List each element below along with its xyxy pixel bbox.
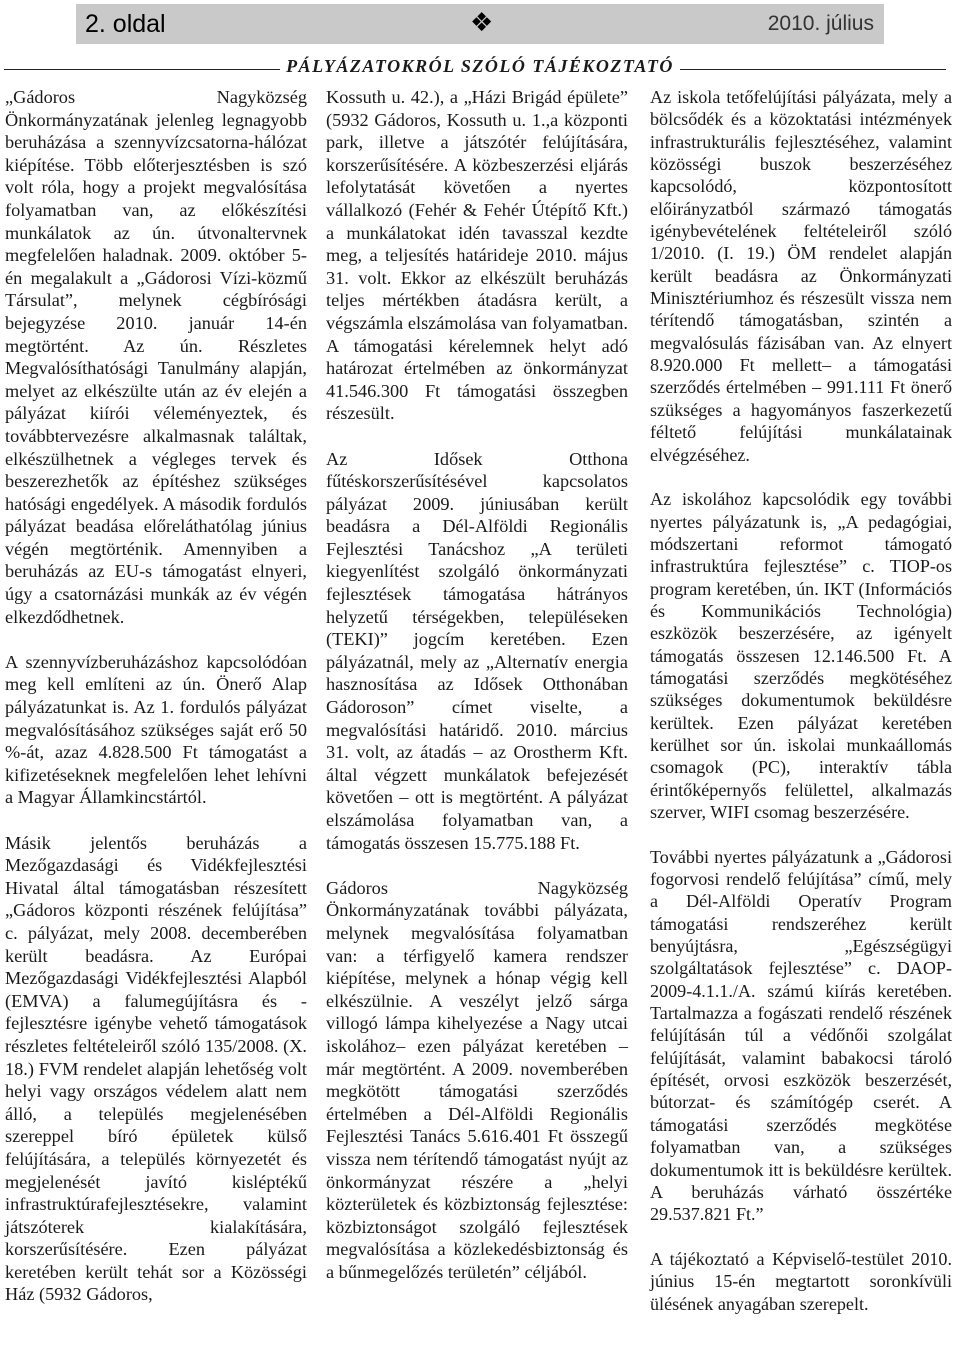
paragraph: „Gádoros Nagyközség Önkormányzatának jelenleg legnagyobb beruházása a szennyvízcsatorna-hálózat kiépítése. Több előterjesztésben is szó volt róla, hogy a projekt megvalósítása folyamatban van, az előkészítési munkálatok az ún. útvonaltervnek megfelelően haladnak. 2009. október 5-én megalakult a „Gádorosi Vízi-közmű Társulat”, melynek cégbírósági bejegyzése 2010. január 14-én megtörtént. Az ún. Részletes Megvalósíthatósági Tanulmány alapján, melyet az elkészülte után az év elején a pályázat kiírói véleményeztek, és továbbtervezésre alkalmasnak találtak, elkészülhetnek a végleges tervek és beszerezhetők az építéshez szükséges hatósági engedélyek. A második fordulós pályázat beadása előreláthatólag június végén megtörténik. Amennyiben a beruházás az EU-s támogatást elnyeri, úgy a csatornázási munkák az év végén elkezdődhetnek. xyxy=(5,87,307,627)
section-title xyxy=(0,56,960,77)
paragraph: Az iskola tetőfelújítási pályázata, mely a bölcsődék és a közoktatási intézmények infrastrukturális fejlesztéséhez, valamint közösségi buszok beszerzéséhez kapcsolódó, központosított előirányzatból származó támogatás igénybevételének feltételeiről szóló 1/2010. (I. 19.) ÖM rendelet alapján került beadásra az Önkormányzati Minisztériumhoz és részesült vissza nem térítendő támogatásban, szintén a megvalósulás fázisában van. Az elnyert 8.920.000 Ft mellett– a támogatási szerződés értelmében – 991.111 Ft önerő szükséges a hagyományos faszerkezetű féltető felújítási munkálatainak elvégzéséhez. xyxy=(650,87,952,465)
page-header xyxy=(76,4,884,44)
section-title-text: PÁLYÁZATOKRÓL SZÓLÓ TÁJÉKOZTATÓ xyxy=(280,56,680,76)
paragraph: Másik jelentős beruházás a Mezőgazdasági és Vidékfejlesztési Hivatal által támogatásban részesített „Gádoros központi részének felújítása” c. pályázat, mely 2008. decemberében került beadásra. Az Európai Mezőgazdasági Vidékfejlesztési Alapból (EMVA) a falumegújításra és -fejlesztésre igénybe vehető támogatások részletes feltételeiről szóló 135/2008. (X. 18.) FVM rendelet alapján lehetőség volt helyi vagy országos védelem alatt nem álló, a település megjelenésében szereppel bíró épületek külső felújítására, a település környezetét és megjelenését javító kisléptékű infrastruktúrafejlesztésekre, valamint játszóterek kialakítására, korszerűsítésére. Ezen pályázat keretében került tehát sor a Közösségi Ház (5932 Gádoros, xyxy=(5,832,307,1305)
paragraph: Gádoros Nagyközség Önkormányzatának további pályázata, melynek megvalósítása folyamatban van: a térfigyelő kamera rendszer kiépítése, melynek a hónap végig kell elkészülnie. A veszélyt jelző sárga villogó lámpa kihelyezése a Nagy utcai iskolához– ezen pályázat keretében – már megtörtént. A 2009. novemberében megkötött támogatási szerződés értelmében a Dél-Alföldi Regionális Fejlesztési Tanács 5.616.401 Ft összegű vissza nem térítendő támogatást nyújt az önkormányzat részére a „helyi közterületek és közbiztonság fejlesztése: közbiztonságot szolgáló fejlesztések megvalósítása a közlekedésbiztonság és a bűnmegelőzés területén” céljából. xyxy=(326,877,628,1282)
article-column-1 xyxy=(5,86,307,1306)
issue-date: 2010. július xyxy=(767,12,874,35)
paragraph: Az iskolához kapcsolódik egy további nyertes pályázatunk is, „A pedagógiai, módszertani reformot támogató infrastruktúra fejlesztése” c. TIOP-os program keretében, ún. IKT (Információs és Kommunikációs Technológia) eszközök beszerzésére, az igényelt támogatás összesen 12.146.500 Ft. A támogatási szerződés megkötéséhez szükséges dokumentumok beküldésre kerültek. Ezen pályázat keretében kerülhet sor ún. iskolai munkaállomás csomagok (PC), interaktív tábla érintőképernyős felülettel, alkalmazás szerver, WIFI csomag beszerzésére. xyxy=(650,489,952,822)
paragraph: Az Idősek Otthona fűtéskorszerűsítésével kapcsolatos pályázat 2009. júniusában került beadásra a Dél-Alföldi Regionális Fejlesztési Tanácshoz „A területi kiegyenlítést szolgáló önkormányzati fejlesztések támogatása hátrányos helyzetű térségekben, településeken (TEKI)” jogcím keretében. Ezen pályázatnál, mely az „Alternatív energia hasznosítása az Idősek Otthonában Gádoroson” címet viselte, a megvalósítási határidő. 2010. március 31. volt, az átadás – az Orostherm Kft. által végzett munkálatok befejezését követően – ott is megtörtént. A pályázat elszámolása folyamatban van, a támogatás összesen 15.775.188 Ft. xyxy=(326,448,628,853)
paragraph: Kossuth u. 42.), a „Házi Brigád épülete” (5932 Gádoros, Kossuth u. 1.,a központi park, illetve a játszótér felújítására, korszerűsítésére. A közbeszerzési eljárás lefolytatását követően a nyertes vállalkozó (Fehér & Fehér Útépítő Kft.) a munkálatokat idén tavasszal kezdte meg, a teljesítés határideje 2010. május 31. volt. Ekkor az elkészült beruházás teljes mértékben átadásra került, a végszámla elszámolása van folyamatban. A támogatási kérelemnek helyt adó határozat értelmében az önkormányzat 41.546.300 Ft támogatási összegben részesült. xyxy=(326,87,628,424)
paragraph: A szennyvízberuházáshoz kapcsolódóan meg kell említeni az ún. Önerő Alap pályázatunkat is. Az 1. fordulós pályázat megvalósításához szükséges saját erő 50 %-át, azaz 4.828.500 Ft támogatást a kifizetéseknek megfelelően lehet lehívni a Magyar Államkincstártól. xyxy=(5,651,307,808)
page-number: 2. oldal xyxy=(85,10,166,38)
paragraph: További nyertes pályázatunk a „Gádorosi fogorvosi rendelő felújítása” című, mely a Dél-Alföldi Operatív Program támogatási rendszeréhez került benyújtásra, „Egészségügyi szolgáltatások fejlesztése” c. DAOP-2009-4.1.1./A. számú kiírás keretében. Tartalmazza a fogászati rendelő részének felújításán túl a védőnői szolgálat felújítását, valamint babakocsi tároló építését, orvosi eszközök beszerzését, bútorzat- és számítógép cserét. A támogatási szerződés megkötése folyamatban van, a szükséges dokumentumok itt is beküldésre kerültek. A beruházás várható összértéke 29.537.821 Ft.” xyxy=(650,846,952,1225)
article-column-2 xyxy=(326,86,628,1283)
diamond-ornament-icon: ❖ xyxy=(470,8,494,38)
article-column-3 xyxy=(650,86,952,1315)
paragraph: A tájékoztató a Képviselő-testület 2010. június 15-én megtartott soronkívüli ülésének anyagában szerepelt. xyxy=(650,1248,952,1314)
